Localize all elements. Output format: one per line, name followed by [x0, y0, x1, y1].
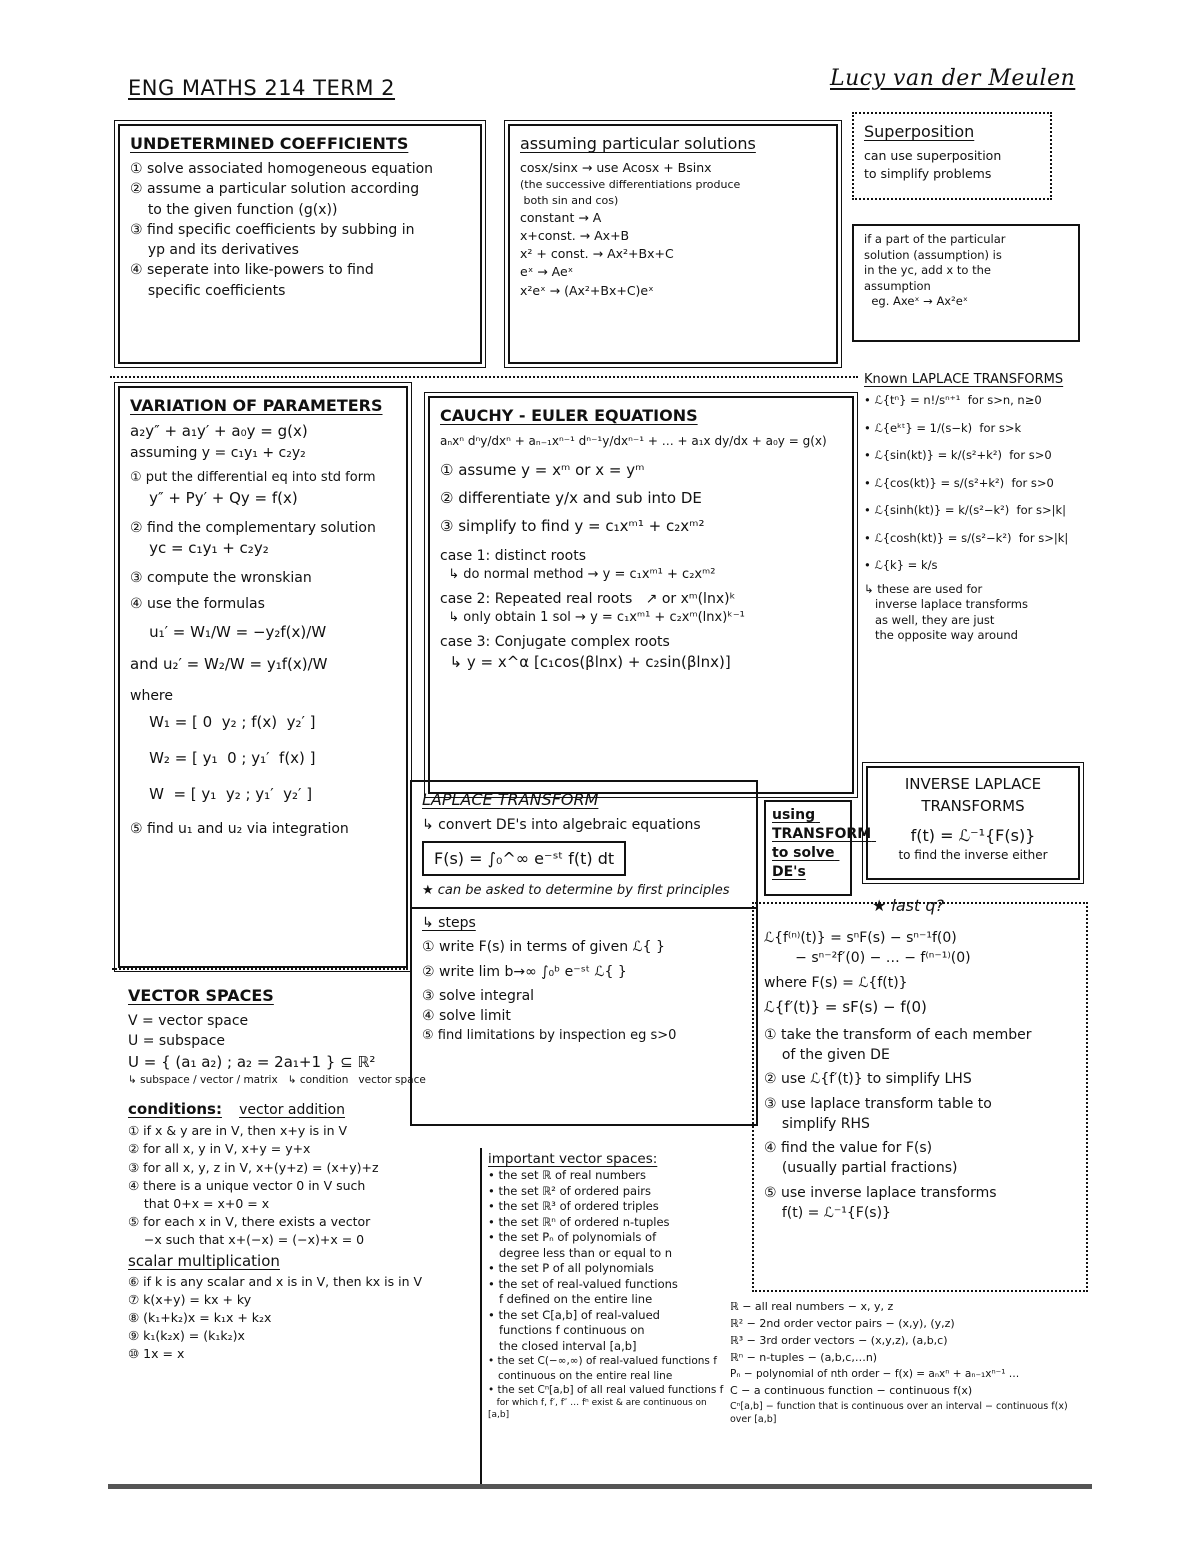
- particular-note-box: [852, 224, 1080, 342]
- important-space: for which f, f′, f″ … fⁿ exist & are continuous on [a,b]: [488, 1397, 710, 1421]
- transform-line: ④ find the value for F(s): [764, 1140, 933, 1157]
- variation-line: u₁′ = W₁/W = −y₂f(x)/W: [130, 623, 327, 642]
- undetermined-line: to the given function (g(x)): [130, 201, 338, 218]
- important-space: • the set P of all polynomials: [488, 1261, 654, 1276]
- transform-line: ℒ{f′(t)} = sF(s) − f(0): [764, 997, 927, 1016]
- inverse-laplace-box: [866, 766, 1080, 880]
- variation-line: ② find the complementary solution: [130, 519, 376, 536]
- cauchy-line: ③ simplify to find y = c₁xᵐ¹ + c₂xᵐ²: [440, 516, 705, 535]
- variation-line: where: [130, 687, 173, 704]
- particular-line: x²eˣ → (Ax²+Bx+C)eˣ: [520, 282, 654, 298]
- particular-line: (the successive differentiations produce: [520, 178, 741, 192]
- laplace-pair: • ℒ{k} = k/s: [864, 558, 938, 573]
- transform-line: where F(s) = ℒ{f(t)}: [764, 974, 908, 991]
- laplace-step: ① write F(s) in terms of given ℒ{ }: [422, 939, 665, 956]
- particular-line: cosx/sinx → use Acosx + Bsinx: [520, 160, 712, 175]
- transform-line: ⑤ use inverse laplace transforms: [764, 1184, 997, 1201]
- scalar-rule: ⑦ k(x+y) = kx + ky: [128, 1292, 252, 1308]
- undetermined-title: UNDETERMINED COEFFICIENTS: [130, 134, 409, 153]
- vector-spaces-line: U = { (a₁ a₂) ; a₂ = 2a₁+1 } ⊆ ℝ²: [128, 1052, 376, 1071]
- laplace-pair: • ℒ{sinh(kt)} = k/(s²−k²) for s>|k|: [864, 503, 1067, 518]
- variation-line: ① put the differential eq into std form: [130, 470, 376, 486]
- important-space: the closed interval [a,b]: [488, 1338, 637, 1353]
- variation-line: W₂ = [ y₁ 0 ; y₁′ f(x) ]: [130, 748, 316, 767]
- legend-line: ℝ³ − 3rd order vectors − (x,y,z), (a,b,c): [730, 1334, 948, 1348]
- particular-line: constant → A: [520, 210, 602, 225]
- laplace-step: ② write lim b→∞ ∫₀ᵇ e⁻ˢᵗ ℒ{ }: [422, 963, 627, 980]
- laplace-divider: [412, 907, 756, 909]
- laplace-pair: • ℒ{sin(kt)} = k/(s²+k²) for s>0: [864, 448, 1052, 463]
- superposition-title: Superposition: [864, 122, 975, 141]
- particular-line: eˣ → Aeˣ: [520, 264, 574, 280]
- variation-line: assuming y = c₁y₁ + c₂y₂: [130, 444, 306, 461]
- laplace-definition: F(s) = ∫₀^∞ e⁻ˢᵗ f(t) dt: [422, 841, 626, 876]
- particular-note-line: eg. Axeˣ → Ax²eˣ: [864, 294, 968, 309]
- scan-bottom-edge: [108, 1484, 1092, 1489]
- inverse-laplace-title: INVERSE LAPLACE TRANSFORMS: [904, 775, 1046, 815]
- laplace-step: ⑤ find limitations by inspection eg s>0: [422, 1027, 677, 1043]
- vector-addition-rule: ⑤ for each x in V, there exists a vector: [128, 1213, 371, 1229]
- important-space: continuous on the entire real line: [488, 1369, 673, 1382]
- vector-spaces-line: ↳ subspace / vector / matrix ↳ condition vector space: [128, 1074, 426, 1087]
- last-question-note: ★ last q?: [872, 896, 945, 915]
- superposition-line: can use superposition: [864, 148, 1002, 163]
- important-space: • the set Cⁿ[a,b] of all real valued functions f: [488, 1383, 724, 1396]
- vector-addition-rule: ③ for all x, y, z in V, x+(y+z) = (x+y)+z: [128, 1159, 379, 1175]
- undetermined-line: ② assume a particular solution according: [130, 181, 420, 198]
- scalar-rule: ⑨ k₁(k₂x) = (k₁k₂)x: [128, 1328, 245, 1344]
- transform-steps-box: [752, 902, 1088, 1292]
- cauchy-title: CAUCHY - EULER EQUATIONS: [440, 406, 698, 425]
- transform-line: ② use ℒ{f′(t)} to simplify LHS: [764, 1071, 972, 1088]
- legend-line: ℝ² − 2nd order vector pairs − (x,y), (y,z): [730, 1317, 955, 1331]
- undetermined-line: ③ find specific coefficients by subbing in: [130, 221, 415, 238]
- particular-note-line: in the yc, add x to the: [864, 263, 991, 278]
- laplace-note: as well, they are just: [864, 612, 995, 627]
- legend-line: Cⁿ[a,b] − function that is continuous over an interval − continuous f(x) over [a,b]: [730, 1400, 1071, 1425]
- variation-line: and u₂′ = W₂/W = y₁f(x)/W: [130, 655, 328, 674]
- laplace-note: ↳ these are used for: [864, 581, 983, 596]
- important-space: • the set ℝ³ of ordered triples: [488, 1199, 659, 1214]
- laplace-note: inverse laplace transforms: [864, 597, 1028, 612]
- superposition-line: to simplify problems: [864, 166, 992, 182]
- particular-line: x+const. → Ax+B: [520, 228, 630, 244]
- transform-line: ① take the transform of each member: [764, 1026, 1032, 1043]
- cauchy-line: ↳ only obtain 1 sol → y = c₁xᵐ¹ + c₂xᵐ(lnx)ᵏ⁻¹: [440, 610, 745, 626]
- variation-line: ③ compute the wronskian: [130, 569, 312, 586]
- vector-spaces-line: U = subspace: [128, 1033, 226, 1050]
- laplace-note: the opposite way around: [864, 628, 1018, 643]
- important-space: f defined on the entire line: [488, 1292, 653, 1307]
- laplace-line: ↳ convert DE's into algebraic equations: [422, 817, 701, 833]
- laplace-pair: • ℒ{tⁿ} = n!/sⁿ⁺¹ for s>n, n≥0: [864, 393, 1042, 407]
- undetermined-line: ④ seperate into like-powers to find: [130, 262, 374, 279]
- laplace-steps-title: ↳ steps: [422, 915, 476, 932]
- transform-line: simplify RHS: [764, 1115, 870, 1132]
- vector-spaces-section: [120, 980, 480, 1480]
- laplace-step: ④ solve limit: [422, 1008, 511, 1025]
- cauchy-line: ↳ y = x^α [c₁cos(βlnx) + c₂sin(βlnx)]: [440, 653, 731, 672]
- undetermined-line: yp and its derivatives: [130, 242, 299, 259]
- superposition-box: [852, 112, 1052, 200]
- laplace-pair: • ℒ{eᵏᵗ} = 1/(s−k) for s>k: [864, 420, 1022, 435]
- variation-of-parameters-box: [118, 386, 408, 968]
- undetermined-line: ① solve associated homogeneous equation: [130, 161, 434, 177]
- known-laplace-title: Known LAPLACE TRANSFORMS: [864, 372, 1064, 387]
- transform-line: of the given DE: [764, 1046, 890, 1063]
- particular-title: assuming particular solutions: [520, 134, 756, 153]
- scalar-rule: ⑥ if k is any scalar and x is in V, then kx is in V: [128, 1273, 423, 1289]
- vector-addition-rule: ④ there is a unique vector 0 in V such: [128, 1177, 366, 1193]
- using-transform-title: using TRANSFORM to solve DE's: [772, 807, 877, 880]
- inverse-laplace-line: to find the inverse either: [898, 847, 1048, 862]
- important-space: • the set ℝ² of ordered pairs: [488, 1183, 652, 1198]
- variation-line: ④ use the formulas: [130, 595, 265, 612]
- variation-line: a₂y″ + a₁y′ + a₀y = g(x): [130, 422, 308, 440]
- inverse-laplace-line: f(t) = ℒ⁻¹{F(s)}: [910, 825, 1036, 845]
- vector-spaces-line: V = vector space: [128, 1013, 249, 1029]
- laplace-pair: • ℒ{cos(kt)} = s/(s²+k²) for s>0: [864, 475, 1054, 490]
- particular-line: x² + const. → Ax²+Bx+C: [520, 246, 674, 262]
- vector-addition-title: vector addition: [239, 1101, 345, 1118]
- cauchy-line: ② differentiate y/x and sub into DE: [440, 489, 702, 508]
- important-space: • the set ℝⁿ of ordered n-tuples: [488, 1214, 670, 1229]
- vector-addition-rule: that 0+x = x+0 = x: [128, 1195, 270, 1211]
- transform-line: ℒ{f⁽ⁿ⁾(t)} = sⁿF(s) − sⁿ⁻¹f(0): [764, 930, 957, 946]
- conditions-title: conditions:: [128, 1099, 222, 1118]
- variation-line: yc = c₁y₁ + c₂y₂: [130, 538, 269, 557]
- legend-line: Pₙ − polynomial of nth order − f(x) = aₙxⁿ + aₙ₋₁xⁿ⁻¹ …: [730, 1368, 1020, 1381]
- legend-line: C − a continuous function − continuous f(x): [730, 1384, 973, 1398]
- vector-spaces-title: VECTOR SPACES: [128, 986, 274, 1005]
- variation-line: W = [ y₁ y₂ ; y₁′ y₂′ ]: [130, 784, 313, 803]
- transform-line: (usually partial fractions): [764, 1160, 958, 1177]
- cauchy-line: ① assume y = xᵐ or x = yᵐ: [440, 461, 645, 480]
- important-space: • the set Pₙ of polynomials of: [488, 1230, 657, 1245]
- laplace-pair: • ℒ{cosh(kt)} = s/(s²−k²) for s>|k|: [864, 530, 1069, 545]
- legend-line: ℝⁿ − n-tuples − (a,b,c,…n): [730, 1351, 878, 1365]
- author-name: Lucy van der Meulen: [830, 66, 1076, 91]
- cauchy-line: aₙxⁿ dⁿy/dxⁿ + aₙ₋₁xⁿ⁻¹ dⁿ⁻¹y/dxⁿ⁻¹ + … + a₁x dy/dx + a₀y = g(x): [440, 434, 827, 448]
- particular-note-line: solution (assumption) is: [864, 247, 1002, 262]
- variation-line: y″ + Py′ + Qy = f(x): [130, 488, 298, 507]
- dotted-divider: [110, 376, 858, 378]
- variation-line: ⑤ find u₁ and u₂ via integration: [130, 821, 349, 838]
- laplace-step: ③ solve integral: [422, 988, 535, 1005]
- scalar-rule: ⑧ (k₁+k₂)x = k₁x + k₂x: [128, 1310, 272, 1326]
- vector-space-legend: [726, 1296, 1092, 1484]
- variation-title: VARIATION OF PARAMETERS: [130, 396, 383, 415]
- using-transform-box: [764, 800, 877, 896]
- laplace-title: LAPLACE TRANSFORM: [422, 790, 599, 809]
- cauchy-line: case 1: distinct roots: [440, 547, 587, 564]
- important-space: degree less than or equal to n: [488, 1245, 673, 1260]
- cauchy-euler-box: [428, 396, 854, 794]
- variation-line: W₁ = [ 0 y₂ ; f(x) y₂′ ]: [130, 713, 316, 732]
- transform-line: ③ use laplace transform table to: [764, 1095, 992, 1112]
- cauchy-line: case 3: Conjugate complex roots: [440, 633, 670, 650]
- dotted-divider: [112, 968, 408, 970]
- transform-line: − sⁿ⁻²f′(0) − … − f⁽ⁿ⁻¹⁾(0): [764, 950, 971, 967]
- important-vector-spaces-box: [480, 1148, 734, 1484]
- cauchy-line: case 2: Repeated real roots ↗ or xᵐ(lnx)ᵏ: [440, 590, 736, 607]
- important-space: • the set C[a,b] of real-valued: [488, 1307, 660, 1322]
- particular-line: both sin and cos): [520, 194, 619, 208]
- cauchy-line: ↳ do normal method → y = c₁xᵐ¹ + c₂xᵐ²: [440, 566, 716, 582]
- important-space: • the set ℝ of real numbers: [488, 1168, 647, 1183]
- undetermined-line: specific coefficients: [130, 282, 286, 299]
- important-space: • the set C(−∞,∞) of real-valued functions f: [488, 1355, 717, 1368]
- scalar-multiplication-title: scalar multiplication: [128, 1252, 280, 1271]
- laplace-note: ★ can be asked to determine by first principles: [422, 883, 730, 899]
- vector-addition-rule: −x such that x+(−x) = (−x)+x = 0: [128, 1232, 365, 1248]
- particular-note-line: if a part of the particular: [864, 232, 1006, 246]
- legend-line: ℝ − all real numbers − x, y, z: [730, 1300, 894, 1313]
- important-space: • the set of real-valued functions: [488, 1276, 678, 1291]
- undetermined-coefficients-box: [118, 124, 482, 364]
- transform-line: f(t) = ℒ⁻¹{F(s)}: [764, 1205, 891, 1222]
- important-space: functions f continuous on: [488, 1323, 645, 1338]
- particular-solutions-box: [508, 124, 838, 364]
- known-laplace-box: [858, 366, 1094, 758]
- particular-note-line: assumption: [864, 278, 931, 293]
- vector-addition-rule: ② for all x, y in V, x+y = y+x: [128, 1141, 311, 1157]
- vector-addition-rule: ① if x & y are in V, then x+y is in V: [128, 1123, 348, 1139]
- page-title: ENG MATHS 214 TERM 2: [128, 76, 396, 100]
- important-spaces-title: important vector spaces:: [488, 1151, 658, 1167]
- scalar-rule: ⑩ 1x = x: [128, 1346, 185, 1362]
